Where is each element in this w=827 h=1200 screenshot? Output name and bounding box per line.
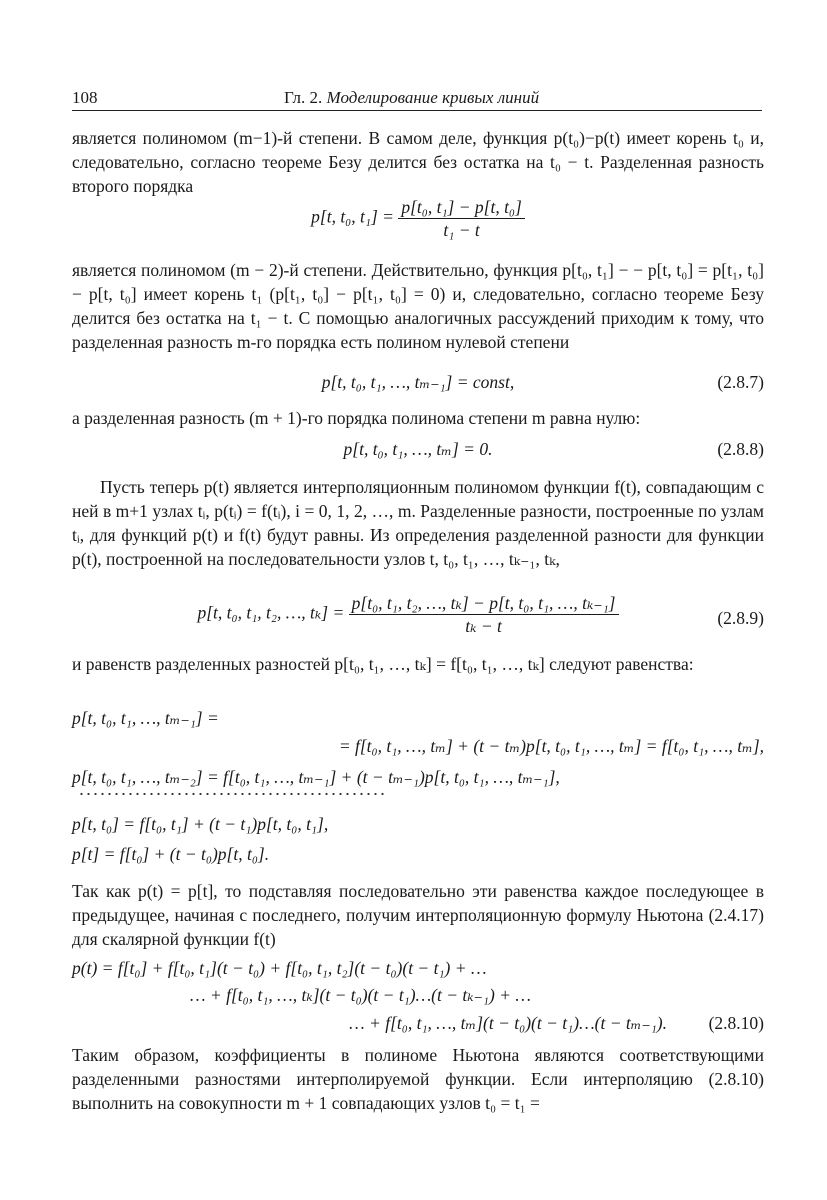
system-line-5: p[t] = f[t₀] + (t − t₀)p[t, t₀]. <box>72 844 270 864</box>
paragraph-1: является полиномом (m−1)-й степени. В самом деле, функция p(t₀)−p(t) имеет корень t₀ и, следовательно, согласно теореме Безу делится без остатка на t₀ − t. Разделенная разность второго порядка <box>72 128 764 196</box>
equation-divided-difference-2 <box>72 196 764 248</box>
system-line-2: = f[t₀, t₁, …, tₘ] + (t − tₘ)p[t, t₀, t₁, …, tₘ] = f[t₀, t₁, …, tₘ], <box>338 736 764 756</box>
running-header <box>72 86 762 111</box>
eq-289-fraction <box>349 592 619 637</box>
paragraph-7: Таким образом, коэффициенты в полиноме Ньютона являются соответствующими разделенными разностями интерполируемой функции. Если интерполяцию (2.8.10) выполнить на совокупности m + 1 совпадающих узлов t₀ = t₁ = <box>72 1045 764 1113</box>
eq-289-denominator: tₖ − t <box>465 616 502 636</box>
eq-289-numerator: p[t₀, t₁, t₂, …, tₖ] − p[t, t₀, t₁, …, tₖ₋₁] <box>349 592 619 615</box>
eq-289-number: (2.8.9) <box>717 608 764 628</box>
eq-2810-number: (2.8.10) <box>708 1013 764 1033</box>
equation-2-8-9 <box>72 592 764 644</box>
ellipsis-dots <box>78 792 388 796</box>
eq-288-body: p[t, t₀, t₁, …, tₘ] = 0. <box>343 439 493 459</box>
paragraph-6: Так как p(t) = p[t], то подставляя последовательно эти равенства каждое последующее в предыдущее, начиная с последнего, получим интерполяционную формулу Ньютона (2.4.17) для скалярной функции f(t) <box>72 881 764 949</box>
equation-2-8-7 <box>72 370 764 394</box>
equation-2-8-8 <box>72 437 764 461</box>
eq-a-lhs: p[t, t₀, t₁] = <box>311 206 394 227</box>
eq-287-body: p[t, t₀, t₁, …, tₘ₋₁] = const, <box>321 372 515 392</box>
page-number: 108 <box>72 88 98 107</box>
eq-287-number: (2.8.7) <box>717 372 764 392</box>
paragraph-2: является полиномом (m − 2)-й степени. Действительно, функция p[t₀, t₁] − − p[t, t₀] = p[t₁, t₀] − p[t, t₀] имеет корень t₁ (p[t₁, t₀] − p[t₁, t₀] = 0) и, следовательно, согласно теореме Безу делится без остатка на t₁ − t. С помощью аналогичных рассуждений приходим к тому, что разделенная разность m-го порядка есть полином нулевой степени <box>72 260 764 352</box>
eq-289-lhs: p[t, t₀, t₁, t₂, …, tₖ] = <box>197 602 345 623</box>
eq-a-denominator: t₁ − t <box>443 220 480 240</box>
paragraph-4: Пусть теперь p(t) является интерполяционным полиномом функции f(t), совпадающим с ней в m+1 узлах tᵢ, p(tᵢ) = f(tᵢ), i = 0, 1, 2, …, m. Разделенные разности, построенные по узлам tᵢ, для функций p(t) и f(t) будут равны. Из определения разделенной разности для функции p(t), построенной на последовательности узлов t, t₀, t₁, …, tₖ₋₁, tₖ, <box>72 477 764 569</box>
newton-line-2: … + f[t₀, t₁, …, tₖ](t − t₀)(t − t₁)…(t − tₖ₋₁) + … <box>190 985 531 1005</box>
chapter-title: Моделирование кривых линий <box>326 88 540 107</box>
eq-a-numerator: p[t₀, t₁] − p[t, t₀] <box>398 196 525 219</box>
system-line-4: p[t, t₀] = f[t₀, t₁] + (t − t₁)p[t, t₀, t₁], <box>72 814 329 834</box>
paragraph-3: а разделенная разность (m + 1)-го порядка полинома степени m равна нулю: <box>72 408 641 428</box>
system-line-3: p[t, t₀, t₁, …, tₘ₋₂] = f[t₀, t₁, …, tₘ₋₁] + (t − tₘ₋₁)p[t, t₀, t₁, …, tₘ₋₁], <box>72 767 560 787</box>
eq-288-number: (2.8.8) <box>717 439 764 459</box>
newton-line-1: p(t) = f[t₀] + f[t₀, t₁](t − t₀) + f[t₀, t₁, t₂](t − t₀)(t − t₁) + … <box>72 958 487 978</box>
eq-a-fraction <box>398 196 525 241</box>
newton-line-3: … + f[t₀, t₁, …, tₘ](t − t₀)(t − t₁)…(t − tₘ₋₁). <box>349 1013 667 1033</box>
system-line-1: p[t, t₀, t₁, …, tₘ₋₁] = <box>72 708 219 728</box>
running-title <box>284 86 539 110</box>
chapter-label: Гл. 2. <box>284 88 323 107</box>
paragraph-5: и равенств разделенных разностей p[t₀, t₁, …, tₖ] = f[t₀, t₁, …, tₖ] следуют равенства: <box>72 654 694 674</box>
